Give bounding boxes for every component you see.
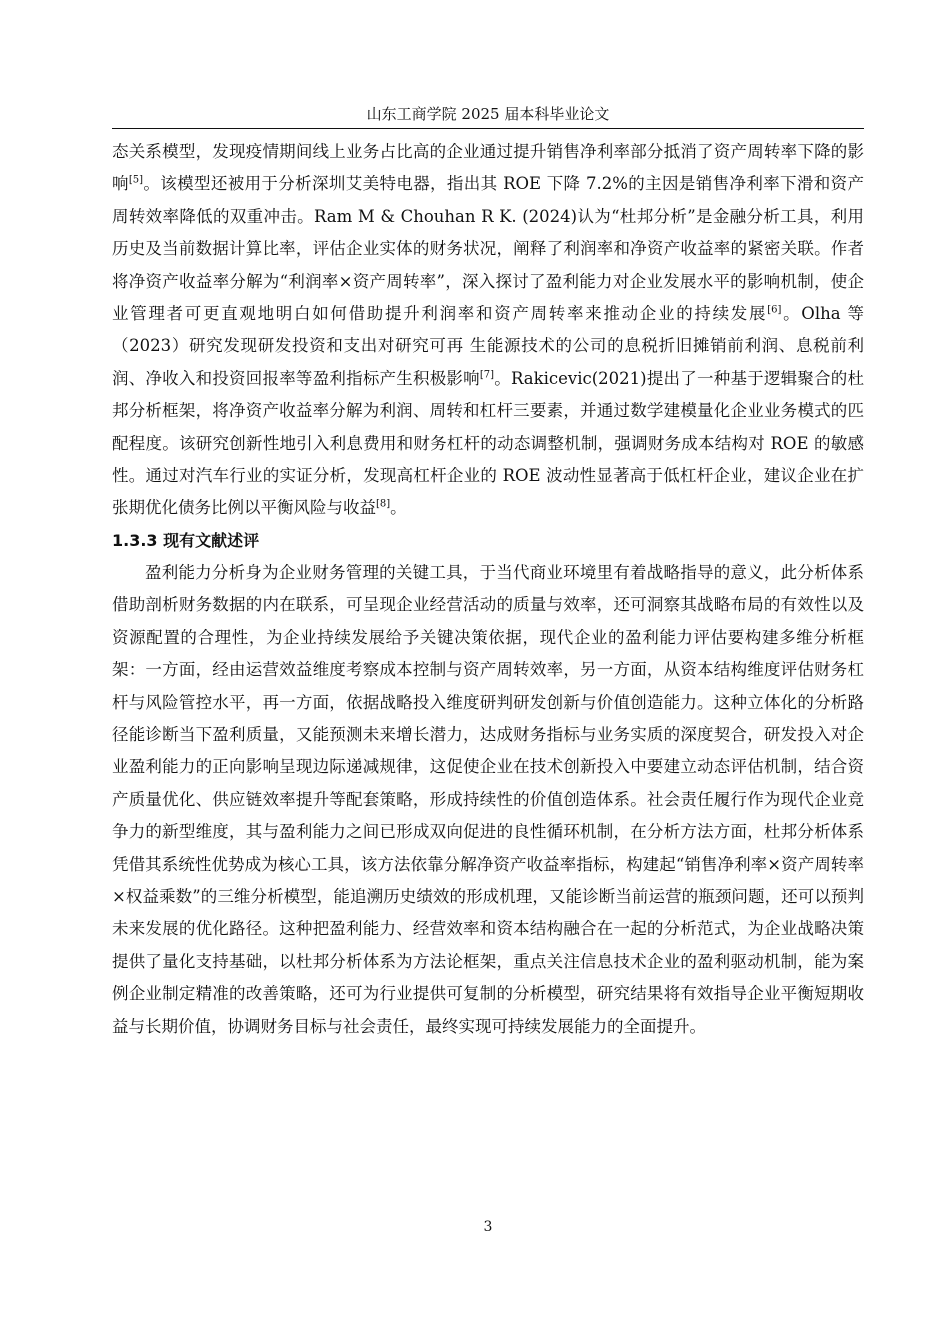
section-heading: 1.3.3 现有文献述评 — [112, 530, 260, 550]
page-header: 山东工商学院 2025 届本科毕业论文 — [366, 105, 610, 123]
paragraph-text: 态关系模型，发现疫情期间线上业务占比高的企业通过提升销售净利率部分抵消了资产周转率下降的影响 — [112, 142, 864, 194]
paragraph-text: 。 — [390, 498, 407, 518]
paragraph-text: 。该模型还被用于分析深圳艾美特电器，指出其 ROE 下降 7.2%的主因是销售净利率下滑和资产周转效率降低的双重冲击。Ram M & Chouhan R K. (2024)认为“杜邦分析”是金融分析工具，利用历史及当前数据计算比率，评估企业实体的财务状况，阐释了利润率和净资产收益率的紧密关联。作者将净资产收益率分解为“利润率×资产周转率”，深入探讨了盈利能力对企业发展水平的影响机制，使企业管理者可更直观地明白如何借助提升利润率和资产周转率来推动企业的持续发展 — [112, 174, 865, 324]
document-body — [112, 136, 864, 1043]
citation-ref-5[interactable]: [5] — [128, 174, 144, 186]
citation-ref-7[interactable]: [7] — [479, 369, 495, 381]
paragraph-literature-continued — [112, 136, 864, 525]
citation-ref-8[interactable]: [8] — [376, 498, 391, 510]
paragraph-review: 盈利能力分析身为企业财务管理的关键工具，于当代商业环境里有着战略指导的意义，此分析体系借助剖析财务数据的内在联系，可呈现企业经营活动的质量与效率，还可洞察其战略布局的有效性以及资源配置的合理性，为企业持续发展给予关键决策依据，现代企业的盈利能力评估要构建多维分析框架：一方面，经由运营效益维度考察成本控制与资产周转效率，另一方面，从资本结构维度评估财务杠杆与风险管控水平，再一方面，依据战略投入维度研判研发创新与价值创造能力。这种立体化的分析路径能诊断当下盈利质量，又能预测未来增长潜力，达成财务指标与业务实质的深度契合，研发投入对企业盈利能力的正向影响呈现边际递减规律，这促使企业在技术创新投入中要建立动态评估机制，结合资产质量优化、供应链效率提升等配套策略，形成持续性的价值创造体系。社会责任履行作为现代企业竞争力的新型维度，其与盈利能力之间已形成双向促进的良性循环机制，在分析方法方面，杜邦分析体系凭借其系统性优势成为核心工具，该方法依靠分解净资产收益率指标，构建起“销售净利率×资产周转率×权益乘数”的三维分析模型，能追溯历史绩效的形成机理，又能诊断当前运营的瓶颈问题，还可以预判未来发展的优化路径。这种把盈利能力、经营效率和资本结构融合在一起的分析范式，为企业战略决策提供了量化支持基础，以杜邦分析体系为方法论框架，重点关注信息技术企业的盈利驱动机制，能为案例企业制定精准的改善策略，还可为行业提供可复制的分析模型，研究结果将有效指导企业平衡短期收益与长期价值，协调财务目标与社会责任，最终实现可持续发展能力的全面提升。 — [112, 562, 864, 1036]
paragraph-text: 。Olha 等（2023）研究发现研发投资和支出对研究可再 生能源技术的公司的息税折旧摊销前利润、息税前利润、净收入和投资回报率等盈利指标产生积极影响 — [112, 304, 865, 388]
header-rule — [112, 128, 864, 129]
page-number: 3 — [483, 1219, 493, 1235]
citation-ref-6[interactable]: [6] — [767, 304, 782, 316]
paragraph-text: 。Rakicevic(2021)提出了一种基于逻辑聚合的杜邦分析框架，将净资产收益率分解为利润、周转和杠杆三要素，并通过数学建模量化企业业务模式的匹配程度。该研究创新性地引入利息费用和财务杠杆的动态调整机制，强调财务成本结构对 ROE 的敏感性。通过对汽车行业的实证分析，发现高杠杆企业的 ROE 波动性显著高于低杠杆企业，建议企业在扩张期优化债务比例以平衡风险与收益 — [112, 368, 864, 518]
